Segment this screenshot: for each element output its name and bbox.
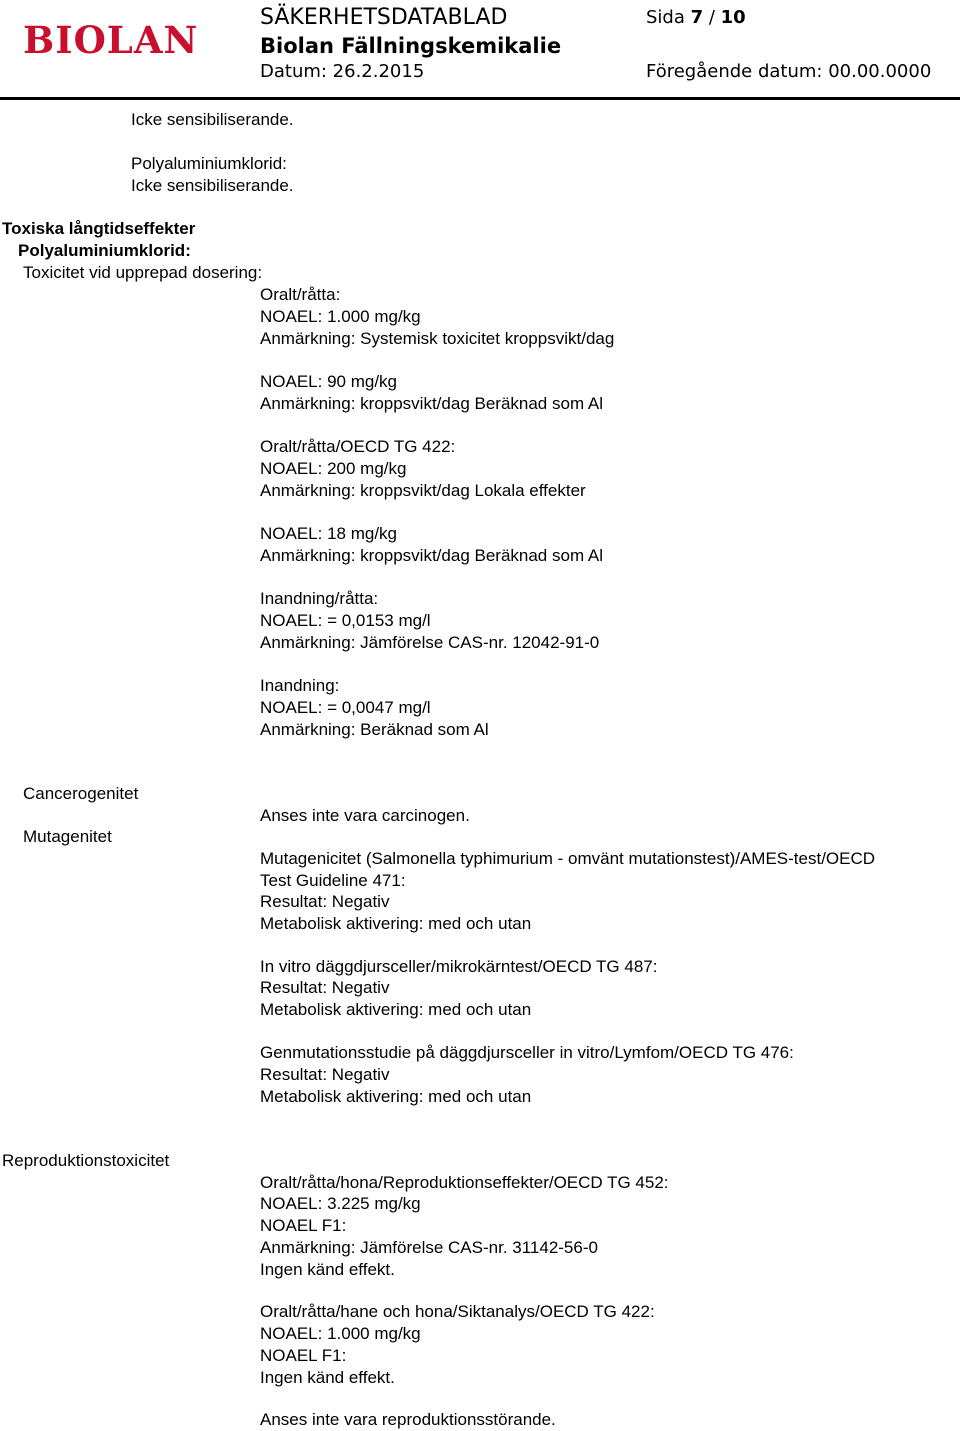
section-heading: Toxiska långtidseffekter (2, 219, 196, 238)
text-line: Oralt/råtta: (260, 285, 341, 304)
text-line: Anmärkning: kroppsvikt/dag Beräknad som Al (260, 546, 604, 565)
subsection-label: Mutagenitet (23, 827, 112, 846)
subsection-label: Toxicitet vid upprepad dosering: (23, 263, 263, 282)
text-line: Resultat: Negativ (260, 1065, 390, 1084)
text-line: Oralt/råtta/hane och hona/Siktanalys/OECD TG 422: (260, 1302, 655, 1321)
subsection-label: Cancerogenitet (23, 784, 139, 803)
text-line: Anmärkning: Jämförelse CAS-nr. 12042-91-0 (260, 633, 600, 652)
text-line: Icke sensibiliserande. (131, 110, 294, 129)
substance-heading: Polyaluminiumklorid: (18, 241, 191, 260)
text-line: Anmärkning: Jämförelse CAS-nr. 31142-56-0 (260, 1238, 598, 1257)
text-line: NOAEL: 90 mg/kg (260, 372, 398, 391)
text-line: Ingen känd effekt. (260, 1368, 395, 1387)
text-line: NOAEL: 1.000 mg/kg (260, 307, 421, 326)
text-line: Inandning: (260, 676, 340, 695)
text-line: Anmärkning: kroppsvikt/dag Lokala effekter (260, 481, 586, 500)
text-line: NOAEL: 1.000 mg/kg (260, 1324, 421, 1343)
text-line: Metabolisk aktivering: med och utan (260, 1087, 532, 1106)
page-indicator (646, 6, 746, 30)
text-line: Anmärkning: Beräknad som Al (260, 720, 489, 739)
product-name: Biolan Fällningskemikalie (260, 34, 562, 58)
text-line: Anses inte vara reproduktionsstörande. (260, 1410, 556, 1429)
page-label: Sida (646, 7, 691, 28)
text-line: Mutagenicitet (Salmonella typhimurium - omvänt mutationstest)/AMES-test/OECD (260, 849, 876, 868)
previous-date: Föregående datum: 00.00.0000 (646, 61, 932, 82)
text-line: Test Guideline 471: (260, 871, 406, 890)
text-line: NOAEL: = 0,0047 mg/l (260, 698, 431, 717)
text-line: In vitro däggdjursceller/mikrokärntest/OECD TG 487: (260, 957, 658, 976)
subsection-label: Reproduktionstoxicitet (2, 1151, 170, 1170)
text-line: Anmärkning: kroppsvikt/dag Beräknad som Al (260, 394, 604, 413)
text-line: Inandning/råtta: (260, 589, 379, 608)
biolan-logo: BIOLAN (23, 18, 199, 62)
header-divider (0, 97, 960, 100)
text-line: NOAEL F1: (260, 1216, 347, 1235)
text-line: Polyaluminiumklorid: (131, 154, 287, 173)
text-line: NOAEL: 18 mg/kg (260, 524, 398, 543)
page-number: 7 (690, 7, 704, 28)
text-line: Oralt/råtta/OECD TG 422: (260, 437, 456, 456)
text-line: Metabolisk aktivering: med och utan (260, 1000, 532, 1019)
text-line: Icke sensibiliserande. (131, 176, 294, 195)
document-date: Datum: 26.2.2015 (260, 61, 425, 82)
doc-type-title: SÄKERHETSDATABLAD (260, 5, 508, 30)
page-separator: / (703, 7, 721, 28)
text-line: NOAEL: = 0,0153 mg/l (260, 611, 431, 630)
text-line: Resultat: Negativ (260, 892, 390, 911)
text-line: Anmärkning: Systemisk toxicitet kroppsvikt/dag (260, 329, 615, 348)
text-line: NOAEL F1: (260, 1346, 347, 1365)
text-line: NOAEL: 200 mg/kg (260, 459, 407, 478)
text-line: Oralt/råtta/hona/Reproduktionseffekter/OECD TG 452: (260, 1173, 669, 1192)
text-line: Genmutationsstudie på däggdjursceller in vitro/Lymfom/OECD TG 476: (260, 1043, 794, 1062)
text-line: Ingen känd effekt. (260, 1260, 395, 1279)
text-line: Resultat: Negativ (260, 978, 390, 997)
text-line: Metabolisk aktivering: med och utan (260, 914, 532, 933)
page-total: 10 (720, 7, 746, 28)
text-line: NOAEL: 3.225 mg/kg (260, 1194, 421, 1213)
text-line: Anses inte vara carcinogen. (260, 806, 470, 825)
